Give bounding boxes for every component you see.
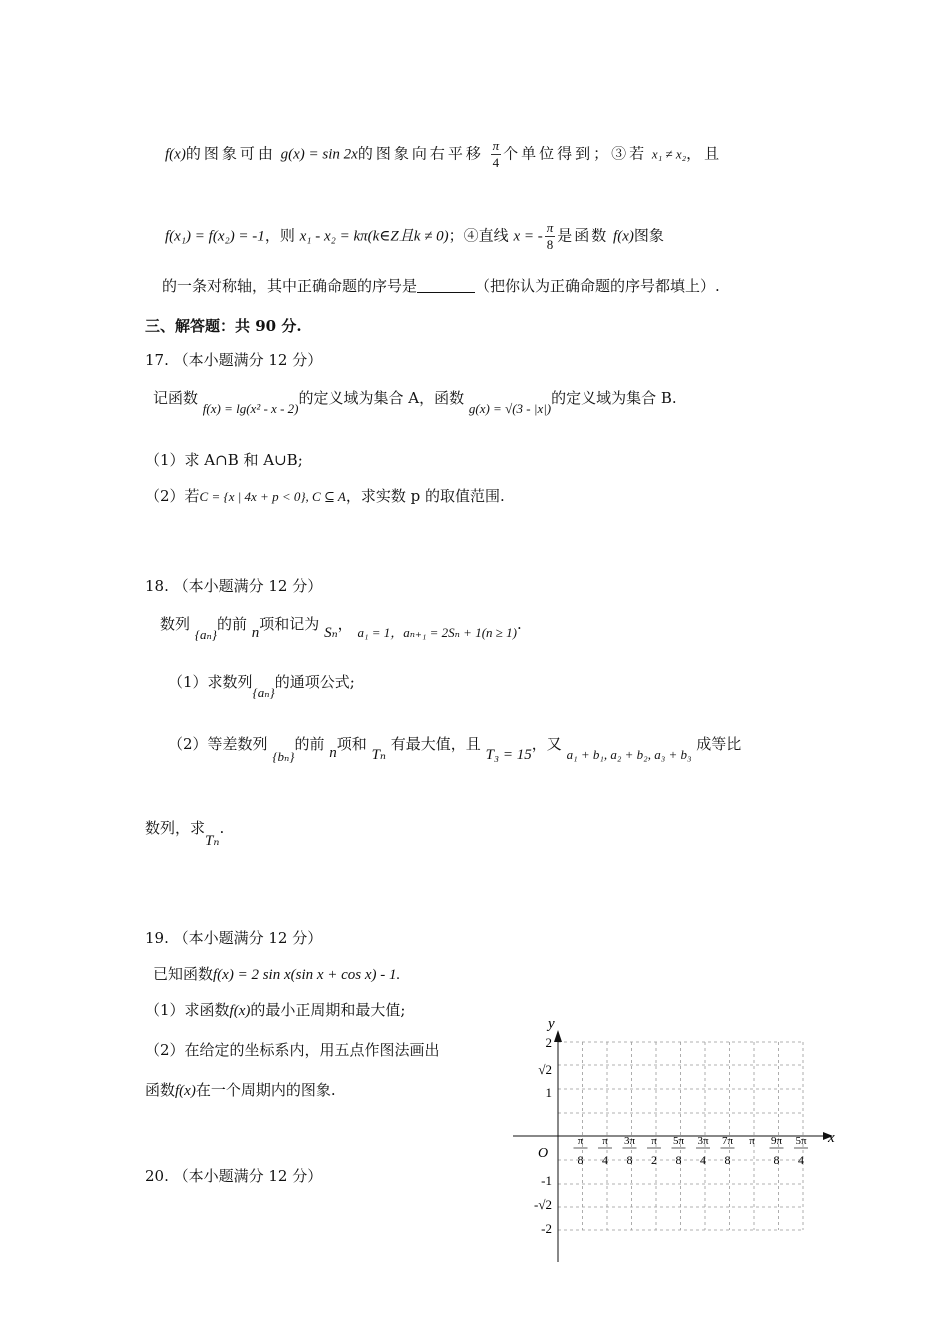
- text: ，且: [686, 144, 723, 163]
- fx-expr: f(x): [613, 228, 634, 245]
- gx-expr: g(x) = √(3 - |x|): [468, 401, 552, 416]
- y-tick-label: -√2: [534, 1197, 552, 1212]
- problem-line-1: [165, 138, 722, 171]
- fx-expr: f(x): [165, 146, 186, 163]
- x-tick-numerator: 7π: [721, 1135, 734, 1147]
- x-tick-numerator: 3π: [697, 1135, 709, 1147]
- fx-expr: f(x) = 2 sin x(sin x + cos x) - 1.: [213, 967, 401, 983]
- q17-heading: 17. （本小题满分 12 分）: [145, 351, 323, 369]
- geometric-terms: a₁ + b₁, a₂ + b₂, a₃ + b₃: [566, 747, 692, 762]
- x-tick-denominator: 8: [577, 1153, 584, 1167]
- q19-line-1: 已知函数f(x) = 2 sin x(sin x + cos x) - 1.: [153, 965, 401, 983]
- q19-part-2: （2）在给定的坐标系内，用五点作图法画出: [145, 1041, 440, 1059]
- y-tick-label: √2: [538, 1062, 552, 1077]
- x-tick-denominator: 4: [602, 1153, 608, 1167]
- y-tick-label: 2: [545, 1035, 552, 1050]
- y-axis-arrow: [554, 1030, 562, 1042]
- q19-line-3: 函数f(x)在一个周期内的图象.: [145, 1081, 336, 1099]
- fx-expr: f(x): [175, 1083, 196, 1099]
- y-axis-label: y: [548, 1016, 555, 1032]
- fx-expr: f(x) = lg(x² - x - 2): [202, 401, 299, 416]
- recurrence-expr: a₁ = 1，aₙ₊₁ = 2Sₙ + 1(n ≥ 1): [357, 625, 517, 640]
- y-tick-label: -1: [541, 1173, 552, 1188]
- x-tick-numerator: 5π: [672, 1135, 685, 1147]
- x-tick-numerator: π: [749, 1135, 755, 1147]
- x-tick-numerator: π: [602, 1135, 608, 1147]
- sequence-b: {bₙ}: [272, 749, 295, 764]
- x-axis-label: x: [828, 1130, 835, 1146]
- text: 个单位得到；③若: [503, 144, 648, 163]
- q17-part-2: （2）若C = {x | 4x + p < 0}, C ⊆ A，求实数 p 的取值范围.: [145, 487, 505, 505]
- q20-heading: 20. （本小题满分 12 分）: [145, 1167, 323, 1185]
- text: 是函数: [557, 226, 609, 245]
- equation-expr: f(x₁) = f(x₂) = -1: [165, 228, 265, 245]
- origin-label: O: [538, 1146, 549, 1161]
- fraction: $\frac{\pi}{8}$: [546, 220, 554, 252]
- coordinate-grid: [508, 1012, 848, 1272]
- text: 的一条对称轴，其中正确命题的序号是: [162, 277, 418, 295]
- q18-line-3: 数列，求Tₙ.: [145, 819, 225, 849]
- problem-line-2: [165, 220, 664, 253]
- gx-expr: g(x) = sin 2x: [280, 146, 358, 163]
- answer-blank: [417, 278, 475, 293]
- problem-line-3: [162, 276, 720, 296]
- var-n: n: [251, 625, 260, 641]
- y-tick-label: -2: [541, 1221, 552, 1236]
- t3-expr: T₃ = 15: [485, 747, 532, 763]
- sum-s: Sₙ: [324, 625, 338, 641]
- x-tick-denominator: 8: [724, 1153, 731, 1167]
- x-tick-denominator: 8: [675, 1153, 682, 1167]
- q18-heading: 18. （本小题满分 12 分）: [145, 577, 323, 595]
- var-n: n: [329, 745, 337, 761]
- condition-expr: x₁ ≠ x₂: [651, 146, 687, 162]
- q19-part-1: （1）求函数f(x)的最小正周期和最大值;: [145, 1001, 406, 1019]
- fraction: $\frac{\pi}{4}$: [492, 138, 500, 170]
- section-heading: 三、解答题：共 90 分.: [145, 317, 302, 335]
- sum-t: Tₙ: [205, 833, 220, 849]
- set-expr: C = {x | 4x + p < 0}, C ⊆ A: [199, 489, 346, 504]
- q17-part-1: （1）求 A∩B 和 A∪B;: [145, 451, 303, 469]
- fx-expr: f(x): [229, 1003, 251, 1019]
- y-tick-label: 1: [545, 1085, 552, 1100]
- text: 图象: [633, 226, 664, 245]
- x-tick-denominator: 2: [651, 1153, 657, 1167]
- x-tick-denominator: 8: [626, 1153, 633, 1167]
- q18-line-1: 数列 {aₙ}的前 n项和记为 Sₙ， a₁ = 1，aₙ₊₁ = 2Sₙ + 1(n ≥ 1).: [160, 615, 522, 642]
- x-tick-numerator: 9π: [770, 1135, 783, 1147]
- x-tick-denominator: 4: [798, 1153, 804, 1167]
- text: ，则: [264, 226, 295, 245]
- q18-part-2: （2）等差数列 {bₙ}的前 n项和 Tₙ 有最大值，且 T₃ = 15，又 a₁ + b₁, a₂ + b₂, a₃ + b₃ 成等比: [168, 735, 742, 764]
- q19-heading: 19. （本小题满分 12 分）: [145, 929, 323, 947]
- text: 的图象向右平移: [357, 144, 484, 163]
- x-tick-numerator: 5π: [795, 1135, 807, 1147]
- x-tick-denominator: 8: [773, 1153, 780, 1167]
- sequence-a: {aₙ}: [194, 627, 217, 642]
- q18-part-1: （1）求数列{aₙ}的通项公式;: [168, 673, 355, 700]
- x-tick-labels: [574, 1135, 809, 1167]
- text: （把你认为正确命题的序号都填上）.: [475, 277, 720, 295]
- x-tick-denominator: 4: [700, 1153, 706, 1167]
- x-tick-numerator: 3π: [623, 1135, 636, 1147]
- text: 的图象可由: [185, 144, 276, 163]
- line-expr: x = -: [513, 228, 543, 245]
- text: ；④直线: [448, 226, 509, 245]
- sum-t: Tₙ: [371, 747, 387, 763]
- sequence-a: {aₙ}: [252, 685, 275, 700]
- x-tick-numerator: π: [577, 1135, 584, 1147]
- x-tick-numerator: π: [651, 1135, 657, 1147]
- difference-expr: x₁ - x₂ = kπ(k∈Z且k ≠ 0): [299, 228, 449, 245]
- q17-line-1: 记函数 f(x) = lg(x² - x - 2)的定义域为集合 A，函数 g(x) = √(3 - |x|)的定义域为集合 B.: [153, 389, 677, 416]
